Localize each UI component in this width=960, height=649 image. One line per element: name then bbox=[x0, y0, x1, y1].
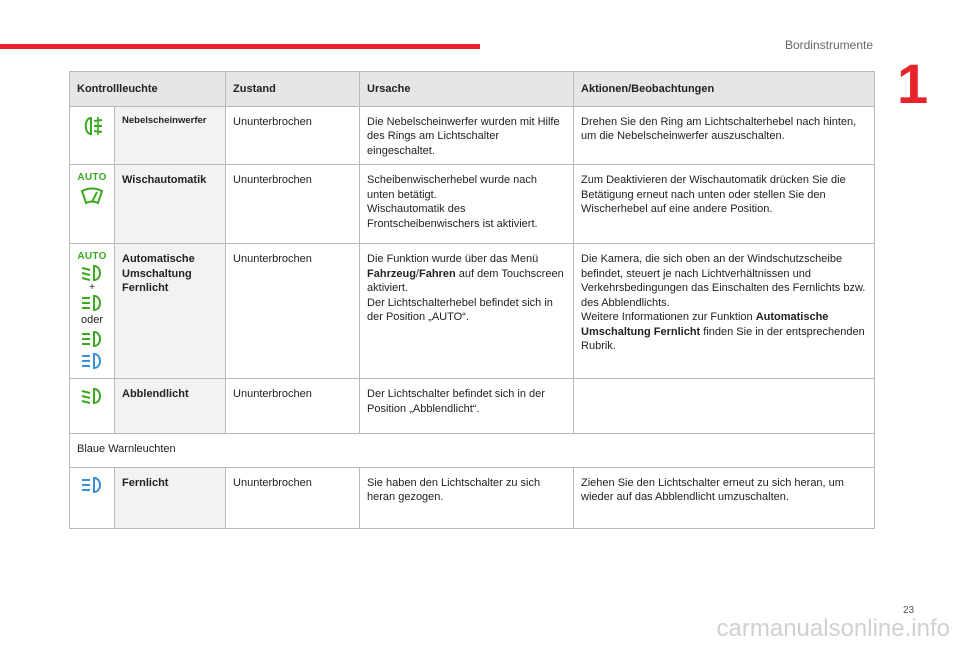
light-action bbox=[574, 244, 875, 379]
col-header-kontrollleuchte: Kontrollleuchte bbox=[70, 72, 226, 107]
light-action: Ziehen Sie den Lichtschalter erneut zu sich heran, um wieder auf das Abblendlicht umzuschalten. bbox=[574, 467, 875, 528]
col-header-zustand: Zustand bbox=[226, 72, 360, 107]
light-state: Ununterbrochen bbox=[226, 106, 360, 165]
light-state: Ununterbrochen bbox=[226, 379, 360, 434]
function-name: Automatische Umschaltung Fernlicht bbox=[581, 311, 829, 338]
cause-line: Wischautomatik des Frontscheibenwischers ist aktiviert. bbox=[367, 203, 538, 230]
col-header-aktionen: Aktionen/Beobachtungen bbox=[574, 72, 875, 107]
page-number: 23 bbox=[903, 605, 915, 616]
light-name: Nebelscheinwerfer bbox=[115, 106, 226, 165]
auto-label: AUTO bbox=[77, 251, 107, 263]
light-action: Drehen Sie den Ring am Lichtschalterhebel nach hinten, um die Nebelscheinwerfer auszuschalten. bbox=[574, 106, 875, 165]
chapter-number: 1 bbox=[897, 52, 929, 115]
menu-fahrzeug: Fahrzeug bbox=[367, 267, 416, 280]
cause-line bbox=[367, 252, 566, 296]
high-beam-blue-icon bbox=[80, 476, 104, 494]
wiper-icon bbox=[79, 185, 105, 207]
light-name: Abblendlicht bbox=[115, 379, 226, 434]
menu-fahren: Fahren bbox=[418, 267, 456, 280]
group-row bbox=[70, 434, 875, 468]
high-beam-blue-icon bbox=[80, 352, 104, 370]
cause-line: Scheibenwischerhebel wurde nach unten betätigt. bbox=[367, 174, 538, 201]
action-text: finden Sie in der entsprechenden Rubrik. bbox=[581, 325, 865, 353]
table-row bbox=[70, 165, 875, 244]
auto-label: AUTO bbox=[77, 172, 107, 184]
light-action: Zum Deaktivieren der Wischautomatik drücken Sie die Betätigung erneut nach unten oder stellen Sie den Wischerhebel auf eine andere Position. bbox=[574, 165, 875, 244]
low-beam-green-icon bbox=[80, 264, 104, 282]
light-state: Ununterbrochen bbox=[226, 467, 360, 528]
light-name: Fernlicht bbox=[115, 467, 226, 528]
group-label: Blaue Warnleuchten bbox=[70, 434, 875, 468]
action-line bbox=[581, 310, 867, 354]
red-header-bar bbox=[0, 44, 480, 49]
icon-cell bbox=[70, 244, 115, 379]
light-cause: Der Lichtschalter befindet sich in der Position „Abblendlicht“. bbox=[360, 379, 574, 434]
front-fog-light-icon bbox=[79, 115, 105, 137]
light-state: Ununterbrochen bbox=[226, 165, 360, 244]
light-cause: Die Nebelscheinwerfer wurden mit Hilfe des Rings am Lichtschalter eingeschaltet. bbox=[360, 106, 574, 165]
light-state: Ununterbrochen bbox=[226, 244, 360, 379]
light-cause bbox=[360, 244, 574, 379]
table-row bbox=[70, 106, 875, 165]
icon-cell bbox=[70, 467, 115, 528]
watermark: carmanualsonline.info bbox=[716, 615, 950, 642]
icon-cell bbox=[70, 379, 115, 434]
light-name bbox=[115, 244, 226, 379]
cause-text: Die Funktion wurde über das Menü bbox=[367, 253, 539, 266]
action-line: Die Kamera, die sich oben an der Windschutzscheibe befindet, steuert je nach Lichtverhältnissen und Verkehrsbedingungen das Einschalten des Fernlichts bzw. des Abblendlichts. bbox=[581, 253, 866, 309]
section-title: Bordinstrumente bbox=[784, 38, 873, 52]
name-line: Fernlicht bbox=[122, 282, 169, 295]
light-action bbox=[574, 379, 875, 434]
oder-label: oder bbox=[80, 314, 104, 327]
high-beam-green-icon bbox=[80, 294, 104, 312]
name-line: Umschaltung bbox=[122, 267, 192, 280]
light-name: Wischautomatik bbox=[115, 165, 226, 244]
low-beam-green-icon bbox=[80, 387, 104, 405]
table-row bbox=[70, 467, 875, 528]
cause-text: auf dem Touchscreen aktiviert. bbox=[367, 267, 564, 295]
light-cause bbox=[360, 165, 574, 244]
action-text: Weitere Informationen zur Funktion bbox=[581, 311, 756, 324]
table-header-row bbox=[70, 72, 875, 107]
high-beam-green-icon bbox=[80, 330, 104, 348]
col-header-ursache: Ursache bbox=[360, 72, 574, 107]
name-line: Automatische bbox=[122, 253, 195, 266]
table-row bbox=[70, 244, 875, 379]
light-cause: Sie haben den Lichtschalter zu sich heran gezogen. bbox=[360, 467, 574, 528]
warning-lights-table bbox=[69, 71, 875, 529]
icon-cell bbox=[70, 165, 115, 244]
cause-slash: / bbox=[415, 267, 419, 280]
cause-line: Der Lichtschalterhebel befindet sich in der Position „AUTO“. bbox=[367, 296, 553, 324]
plus-sign: + bbox=[89, 282, 95, 294]
table-row bbox=[70, 379, 875, 434]
icon-cell bbox=[70, 106, 115, 165]
